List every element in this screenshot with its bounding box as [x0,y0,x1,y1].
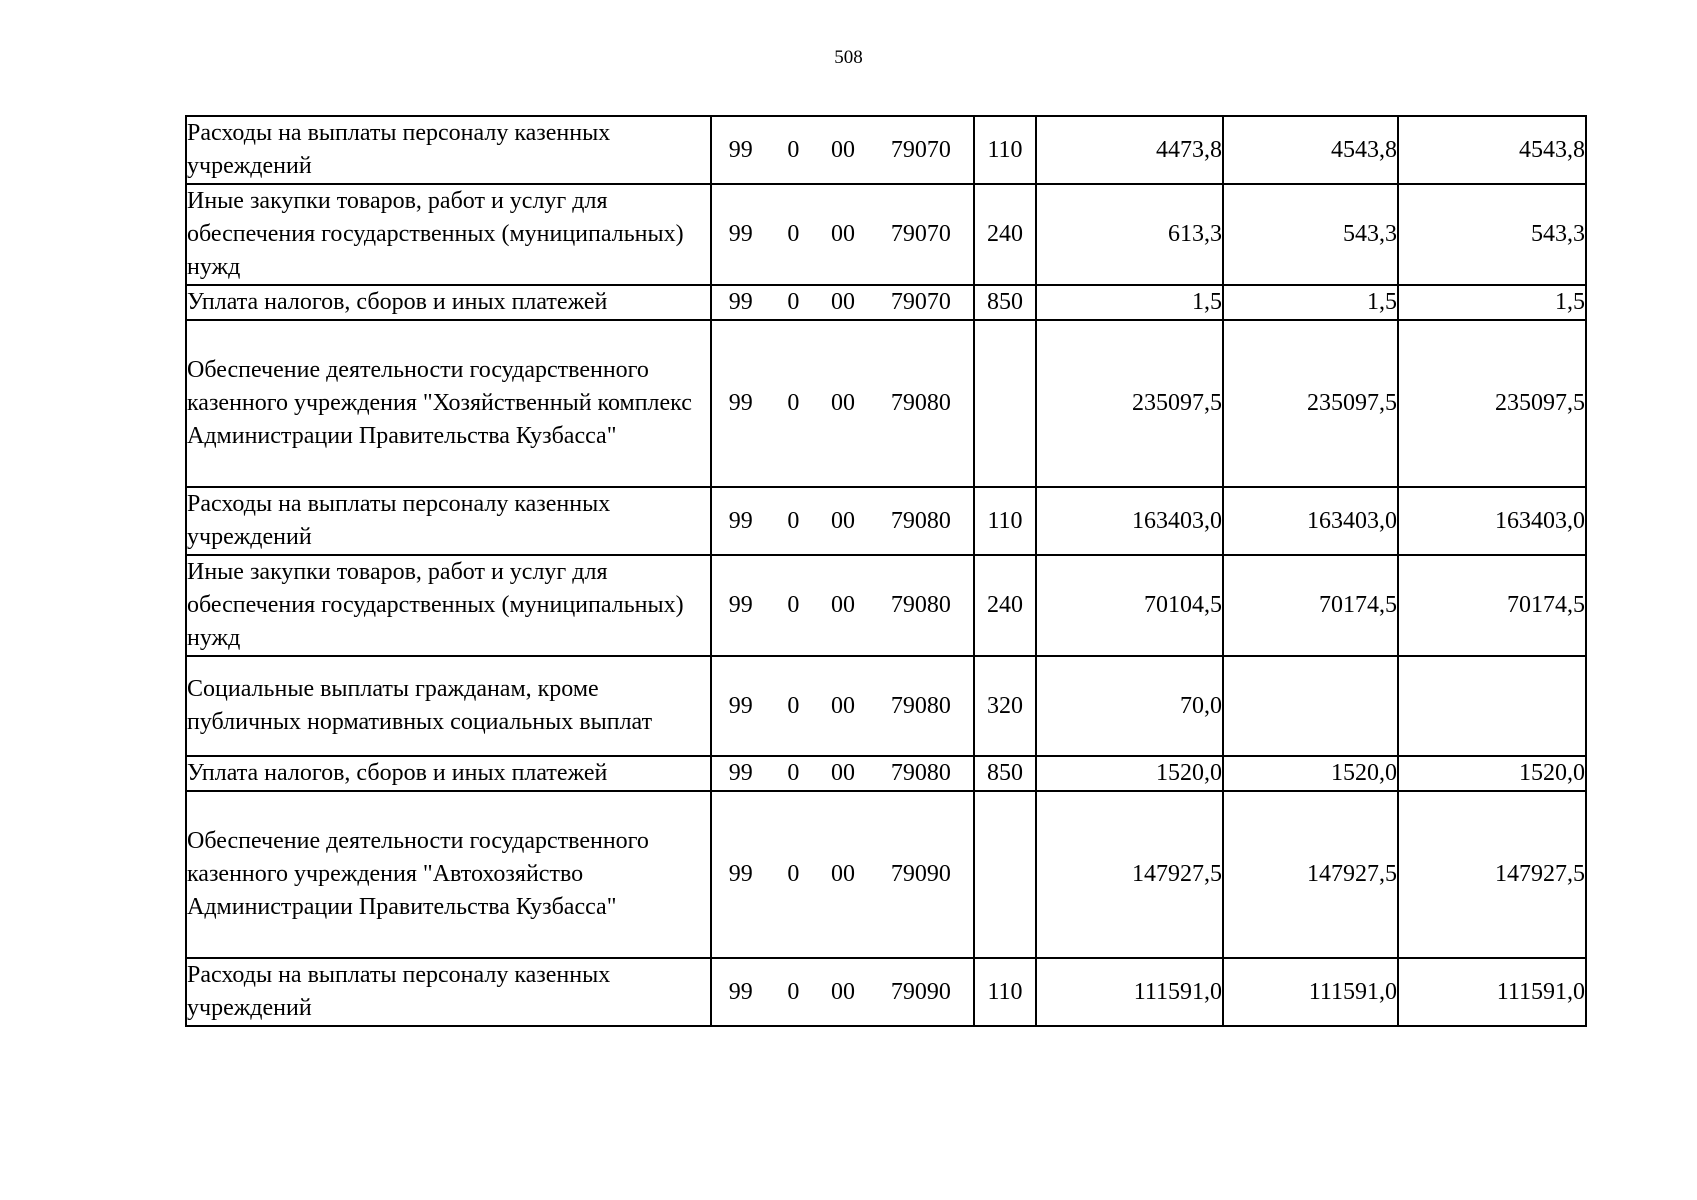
amount-year-3: 4543,8 [1398,116,1586,184]
direction-code: 79080 [890,390,951,416]
expense-type-code [974,320,1036,487]
amount-year-3: 147927,5 [1398,791,1586,958]
direction-code: 79090 [890,861,951,887]
row-name: Уплата налогов, сборов и иных платежей [186,285,711,320]
row-name: Иные закупки товаров, работ и услуг для обеспечения государственных (муниципальных) нужд [186,555,711,656]
amount-year-1: 235097,5 [1036,320,1223,487]
table-row [186,320,1586,487]
direction-code: 79070 [890,221,951,247]
row-codes [711,958,974,1026]
program-code: 99 [728,289,753,315]
group-code: 00 [831,390,855,416]
row-codes [711,184,974,285]
table-row [186,958,1586,1026]
amount-year-3: 543,3 [1398,184,1586,285]
row-name: Уплата налогов, сборов и иных платежей [186,756,711,791]
program-code: 99 [728,592,753,618]
amount-year-3: 1520,0 [1398,756,1586,791]
amount-year-3: 235097,5 [1398,320,1586,487]
direction-code: 79080 [890,507,951,534]
row-name: Иные закупки товаров, работ и услуг для обеспечения государственных (муниципальных) нужд [186,184,711,285]
group-code: 00 [831,592,855,618]
amount-year-1: 163403,0 [1036,487,1223,555]
page-number: 508 [834,47,863,68]
subprogram-code: 0 [787,136,800,163]
group-code: 00 [831,692,855,719]
expense-type-code: 110 [974,116,1036,184]
amount-year-2: 1520,0 [1223,756,1398,791]
expense-type-code: 320 [974,656,1036,756]
expense-type-code [974,791,1036,958]
subprogram-code: 0 [787,978,800,1005]
amount-year-3: 1,5 [1398,285,1586,320]
program-code: 99 [728,978,753,1005]
row-name: Расходы на выплаты персоналу казенных учреждений [186,487,711,555]
row-codes [711,791,974,958]
group-code: 00 [831,136,855,163]
program-code: 99 [728,221,753,247]
row-codes [711,285,974,320]
amount-year-2: 163403,0 [1223,487,1398,555]
row-name: Социальные выплаты гражданам, кроме публичных нормативных социальных выплат [186,656,711,756]
direction-code: 79080 [890,692,951,719]
row-name: Обеспечение деятельности государственного казенного учреждения "Автохозяйство Администрации Правительства Кузбасса" [186,791,711,958]
subprogram-code: 0 [787,289,800,315]
table-row [186,555,1586,656]
amount-year-3: 163403,0 [1398,487,1586,555]
amount-year-2: 111591,0 [1223,958,1398,1026]
group-code: 00 [831,861,855,887]
amount-year-2 [1223,656,1398,756]
row-name: Расходы на выплаты персоналу казенных учреждений [186,958,711,1026]
amount-year-2: 4543,8 [1223,116,1398,184]
expense-type-code: 240 [974,555,1036,656]
amount-year-1: 4473,8 [1036,116,1223,184]
row-codes [711,116,974,184]
row-codes [711,487,974,555]
direction-code: 79090 [890,978,951,1005]
group-code: 00 [831,978,855,1005]
direction-code: 79070 [890,289,951,315]
amount-year-2: 543,3 [1223,184,1398,285]
program-code: 99 [728,861,753,887]
subprogram-code: 0 [787,221,800,247]
amount-year-1: 147927,5 [1036,791,1223,958]
subprogram-code: 0 [787,692,800,719]
table-row [186,285,1586,320]
amount-year-2: 1,5 [1223,285,1398,320]
row-codes [711,320,974,487]
row-name: Обеспечение деятельности государственного казенного учреждения "Хозяйственный комплекс Администрации Правительства Кузбасса" [186,320,711,487]
table-row [186,184,1586,285]
direction-code: 79070 [890,136,951,163]
expense-type-code: 850 [974,285,1036,320]
direction-code: 79080 [890,760,951,786]
program-code: 99 [728,507,753,534]
table-row [186,791,1586,958]
row-name: Расходы на выплаты персоналу казенных учреждений [186,116,711,184]
table-row [186,656,1586,756]
group-code: 00 [831,760,855,786]
group-code: 00 [831,507,855,534]
amount-year-2: 70174,5 [1223,555,1398,656]
expense-type-code: 850 [974,756,1036,791]
program-code: 99 [728,136,753,163]
group-code: 00 [831,221,855,247]
amount-year-2: 147927,5 [1223,791,1398,958]
program-code: 99 [728,760,753,786]
amount-year-3: 111591,0 [1398,958,1586,1026]
amount-year-1: 1520,0 [1036,756,1223,791]
subprogram-code: 0 [787,861,800,887]
table-row [186,487,1586,555]
table-row [186,756,1586,791]
expense-type-code: 110 [974,487,1036,555]
subprogram-code: 0 [787,507,800,534]
amount-year-2: 235097,5 [1223,320,1398,487]
row-codes [711,555,974,656]
budget-table [185,115,1587,1027]
program-code: 99 [728,692,753,719]
subprogram-code: 0 [787,592,800,618]
subprogram-code: 0 [787,390,800,416]
row-codes [711,656,974,756]
subprogram-code: 0 [787,760,800,786]
direction-code: 79080 [890,592,951,618]
expense-type-code: 110 [974,958,1036,1026]
row-codes [711,756,974,791]
amount-year-3 [1398,656,1586,756]
table-row [186,116,1586,184]
amount-year-1: 1,5 [1036,285,1223,320]
program-code: 99 [728,390,753,416]
amount-year-1: 613,3 [1036,184,1223,285]
expense-type-code: 240 [974,184,1036,285]
amount-year-3: 70174,5 [1398,555,1586,656]
group-code: 00 [831,289,855,315]
amount-year-1: 111591,0 [1036,958,1223,1026]
amount-year-1: 70,0 [1036,656,1223,756]
amount-year-1: 70104,5 [1036,555,1223,656]
